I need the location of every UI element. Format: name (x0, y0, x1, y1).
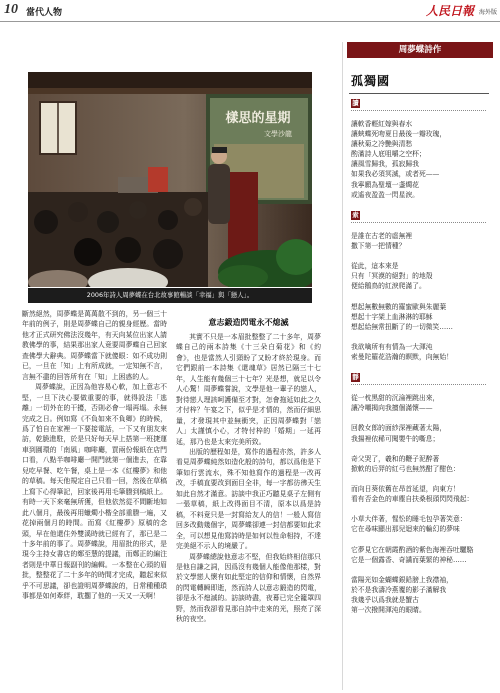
poem-stanza (351, 342, 492, 362)
poem-line: 當陽光如金蝴蝶銀鉛膀上我襟袖， (351, 575, 453, 584)
poem-line: 回教女郎的面紗深裡藏著太陽， (351, 424, 447, 433)
article-paragraph: 其實不只是一本眉批整整了二十多年，周夢蝶自己的兩本詩集《十三朵白菊花》和《約會》，也是當然人引頸盼了又盼才終於現身。而它們跟前一本詩集《還魂草》居然已隔三十七年，人生能有幾個三十七年？光是想，就足以令人心驚！周夢蝶嘗說，文學是他一輩子的戀人，對待戀人理該呵護備至才對，怎會拖延如此之久才付梓？午宴之下，似乎是才情的，然而仔細思量，才發現其中並無衝突，正因周夢蝶對「戀人」太謹慎小心，才特付梓的「婚期」一延再延，那乃也是太來完美所致。 (176, 333, 321, 446)
poem-line: 我欲噙所有有情為一大渾沌 (351, 342, 433, 351)
article-paragraph: 周夢蝶總說他意志不堅，但我始終相信那只是他自謙之詞，因爲沒有幾個人能像他那樣，對於文學戀人懷有如此堅定的信仰和情懷，自然界的閃電轉瞬即逝，然而詩人以意志鍛造的閃電，卻是永不熄滅的。訪談時盡，夜幕已完全籠罩四野，然而我卻看見那自詩中走來的光，照亮了深秋的夜空。 (176, 552, 321, 624)
poem-line: 它夢見它在朝霞酌酒的紫色海裡吞吐驪駱 (351, 545, 474, 554)
poem-line: 撒下第一把情種？ (351, 241, 406, 250)
poem-line: 酌滿詩人底咀嚼之空杯； (351, 150, 426, 159)
poem-line: 於不是我濤冷燕覆的影子滿解我 (351, 585, 447, 594)
poem-line: 索曼陀羅花浩瀚的瞑默，向無始！ (351, 352, 453, 361)
poem-line: 它在尋味顯出那兒迴來的輪幻的夢味 (351, 525, 460, 534)
section-divider (351, 110, 486, 111)
section-name: 當代人物 (26, 8, 63, 18)
poem-line: 想起十字架上血淋淋的耶穌 (351, 312, 433, 321)
poem-stanza (351, 454, 492, 474)
section-marker: 讀 (352, 99, 359, 107)
poetry-banner: 周夢蝶詩作 (347, 42, 493, 58)
page-number: 10 (4, 2, 18, 17)
poem-line: 只有「冥漠的絕對」的地殼 (351, 272, 433, 281)
article-column-2 (176, 332, 321, 625)
poem-stanza (351, 119, 492, 200)
poem-line: 想起無數無數的羅蜜歐與朱麗葉 (351, 302, 447, 311)
photo-caption: 2006年詩人周夢蝶在台北故事館暢談「幸福」與「戀人」。 (28, 288, 312, 303)
poem-stanza (351, 393, 492, 413)
poem-stanza (351, 423, 492, 443)
poem-line: 掀軟的后羿的紅弓也無然酣了酣色： (351, 464, 460, 473)
article-subheading: 意志鍛造閃電永不熄滅 (208, 318, 289, 327)
poem-stanza (351, 231, 492, 251)
poem-line: 而向日葵依舊在昂首延望，向東方！ (351, 485, 460, 493)
poem-line: 它是一個露香、奇譎而葉繁的神秘…… (351, 555, 467, 564)
poem-line: 讓風雪歸我，孤寂歸我 (351, 160, 419, 169)
poem-line: 讓軟香輕紅嫁與春水 (351, 120, 413, 128)
poem-stanza (351, 484, 492, 504)
event-photo (28, 72, 312, 287)
poem-line: 讓蛺蝶死吻夏日最後一瓣玫瑰， (351, 130, 447, 139)
article-paragraph: 斷然絕然，周夢蝶是萬萬散不到的，另一個三十年前的例子，則是周夢蝶自己的親身經歷。當時他才正式研究佛法沒幾年，有天向某位出家人請教佛學的事，結果那出家人竟要周夢蝶自己回家查佛學大辭典。周夢蝶當下就傻眼：如不成功則已，一旦在「知」上有所成就，一定知無不言，言無不盡的回答所有在「知」上困惑的人。 (22, 310, 167, 381)
poem-line: 我揚裡依稀可聞嬰牛的嘶息； (351, 434, 440, 443)
title-divider (349, 93, 489, 94)
section-divider (351, 384, 486, 385)
article-paragraph: 周夢蝶說，正因為他容易心軟，加上意志不堅，一旦下決心要做重要的事，就得設法「逃離」一切外在的干擾，否則必會一塌再塌。永無完成之日。例如寫《不負如來不負卿》的時候，爲了怕自在家裡一下要接電話，一下又有朋友來訪，乾脆進駐，於是只好每天早上搭第一班捷運車到圓環的「南風」咖啡廳，買兩份報紙在店門口看，八點半咖啡廳一開門就第一個進去，在靠兒吃早餐、吃午餐，桌上是一本《紅樓夢》和他的草稿。每天他規定自己只看一回，然後在草稿上寫下心得筆記，回家後再用毛筆謄到稿紙上。有時一天下來毫無所獲，但他依然從不間斷地如此八個月，最後再用蠟燭小楷全部重謄一遍，又花掉兩個月的時間。而寫《紅樓夢》原稿的念頭，早在他還住外雙溪時就已經有了，那已是二十多年前的事了。周夢蝶說，用眉批的形式，是現今主持女書店的鄭至慧的提議，而鄭正的編注者則是中華日報副刊的編輯。一本整在心頭的眉批，整整花了二十多年的時間才完成，聽起來似乎不可思議，卻也證明周夢蝶說的，日常種種瑣事都是如何牽絆，耽擱了他的一天又一天啊！ (22, 383, 167, 601)
poem-line: 第一次撥開渾沌的眼睛。 (351, 606, 426, 615)
poem-line: 讓秋菊之冷艷與清愁 (351, 140, 413, 149)
section-divider (351, 222, 486, 223)
poem-stanza (351, 261, 492, 291)
poem-stanza (351, 514, 492, 534)
section-marker: 索 (352, 210, 359, 219)
poster-title: 樣思的星期 (225, 111, 291, 126)
poem-line: 是誰在古老的虛無裡 (351, 231, 413, 240)
newspaper-masthead: 人民日報 (425, 4, 474, 18)
event-photo-image (28, 72, 312, 287)
poem-line: 或遙夜盈盈一閃星淚。 (351, 190, 419, 199)
poem-line: 讓冷嘲揭向我擅個滿懷—— (351, 404, 433, 413)
poem-line: 小草大伴著，惺忪的睡毛包孕著笑意： (351, 515, 467, 524)
poem-stanza (351, 302, 492, 332)
poem-line: 從此，這本來是 (351, 262, 399, 271)
poem-line: 便給鵝鳥的紅淚爬滿了。 (351, 282, 426, 291)
poem-line: 我寧願為聖壇一盞燭花 (351, 180, 419, 189)
edition-label: 海外版 (478, 9, 497, 16)
poem-line: 看有否金色的車塵自扶桑根頭閃閃飛起： (351, 495, 474, 504)
poem-title: 孤獨國 (351, 74, 391, 88)
section-marker: 靜 (352, 373, 359, 382)
poem-line: 想起給無常扭斷了的一切微笑…… (351, 322, 453, 331)
poem-stanza (351, 545, 492, 565)
poem-line: 我幾乎以爲我就是蟹古 (351, 596, 419, 605)
article-column-1 (22, 309, 167, 602)
page-header (0, 0, 500, 22)
poster-subtitle: 文學沙龍 (264, 130, 292, 138)
poem-line: 如果我必須冥滅，或者死—— (351, 170, 440, 179)
poem-line: 從一枕黑甜的沉淪裡跳出來， (351, 394, 440, 403)
poem-body (347, 98, 492, 615)
poem-line: 奇父哭了，羲和的鞭子泥醉著 (351, 454, 440, 463)
article-paragraph: 出版的歷程如是，寫作的過程亦然，許多人看見周夢蝶純然如造化般的詩句，都以爲他是下筆如行雲流水，殊不知他寫作的過程是一改再改，手稿直要改到面目全非，每一字都彷彿天生如此自然才滿意。訪談中我正巧聽見桌子左側有一張草稿，紙上改得面目不清，原本以爲是詩稿，不料竟只是一封寫給友人的信！一般人寫信回多改動幾個字，周夢蝶卻連一封信都要如此求全，可以想見他寫詩時是如何以性命相持，不達完美絕不示人的境嚴了。 (176, 447, 321, 551)
poetry-column (342, 42, 492, 690)
poem-stanza (351, 575, 492, 615)
